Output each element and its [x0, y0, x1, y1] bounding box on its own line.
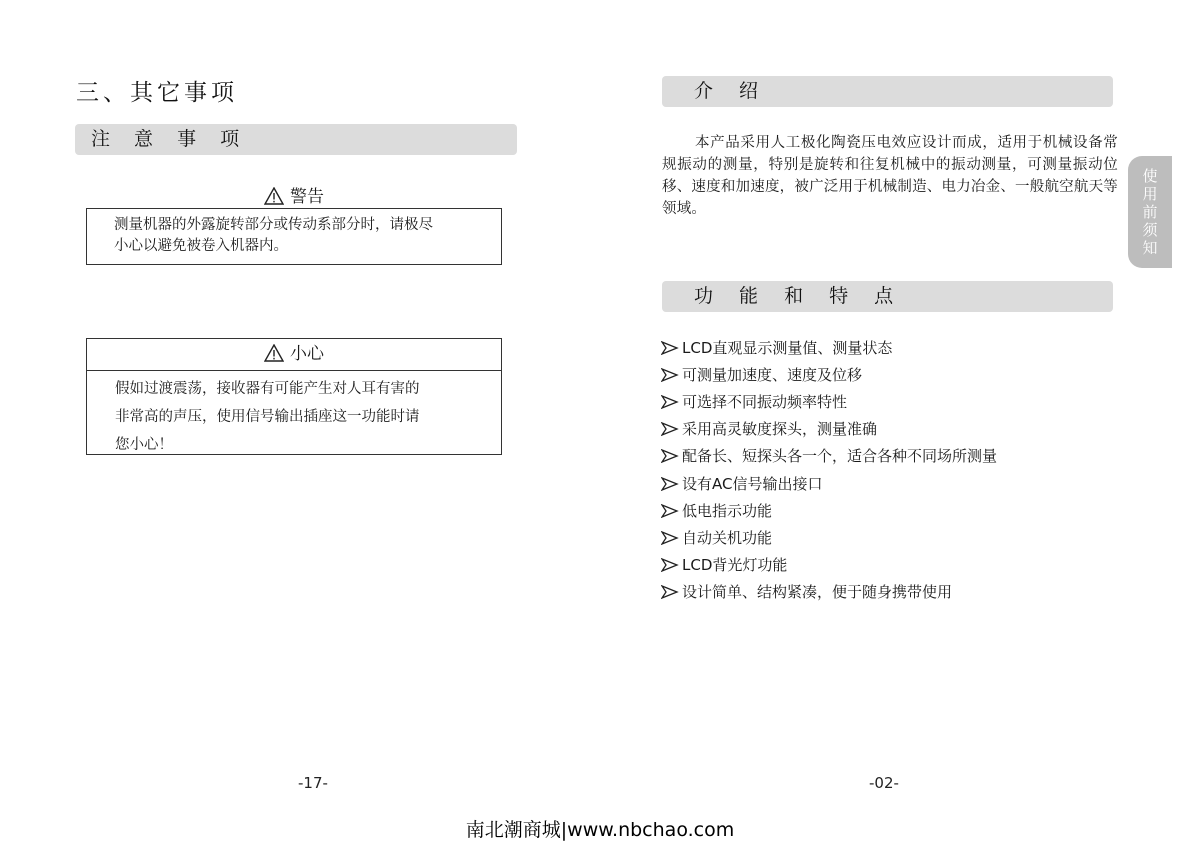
footer-watermark: 南北潮商城|www.nbchao.com [465, 819, 735, 841]
feature-text: 可选择不同振动频率特性 [682, 392, 848, 411]
warning-triangle-icon [264, 342, 284, 373]
features-bar-title: 功 能 和 特 点 [662, 281, 1113, 312]
caution-line: 假如过渡震荡，接收器有可能产生对人耳有害的 [115, 381, 420, 397]
feature-text: LCD直观显示测量值、测量状态 [682, 338, 893, 357]
intro-bar-title: 介 绍 [662, 76, 1113, 107]
list-item [661, 416, 997, 443]
feature-text: 低电指示功能 [682, 501, 773, 520]
caution-title: 小心 [290, 344, 324, 364]
side-tab-char: 须 [1142, 221, 1158, 239]
list-item [661, 579, 997, 606]
warning-line: 小心以避免被卷入机器内。 [114, 238, 288, 254]
arrow-bullet-icon [661, 395, 682, 409]
arrow-bullet-icon [661, 341, 682, 355]
list-item [661, 524, 997, 551]
list-item [661, 552, 997, 579]
arrow-bullet-icon [661, 368, 682, 382]
page-number-left: -17- [298, 774, 328, 792]
arrow-bullet-icon [661, 477, 682, 491]
arrow-bullet-icon [661, 531, 682, 545]
arrow-bullet-icon [661, 585, 682, 599]
intro-paragraph: 本产品采用人工极化陶瓷压电效应设计而成，适用于机械设备常规振动的测量，特别是旋转和往复机械中的振动测量，可测量振动位移、速度和加速度，被广泛用于机械制造、电力冶金、一般航空航天等领域。 [662, 135, 1118, 217]
list-item [661, 497, 997, 524]
list-item [661, 470, 997, 497]
warning-title: 警告 [290, 187, 324, 207]
side-tab-before-use[interactable] [1128, 156, 1172, 268]
warning-box [86, 208, 502, 265]
list-item [661, 334, 997, 361]
list-item [661, 388, 997, 415]
arrow-bullet-icon [661, 504, 682, 518]
caution-heading [87, 339, 501, 371]
side-tab-char: 用 [1142, 185, 1158, 203]
warning-triangle-icon [264, 187, 284, 210]
arrow-bullet-icon [661, 422, 682, 436]
caution-text [87, 371, 501, 459]
warning-line: 测量机器的外露旋转部分或传动系部分时，请极尽 [114, 217, 433, 233]
feature-text: 配备长、短探头各一个，适合各种不同场所测量 [682, 447, 998, 466]
feature-text: 可测量加速度、速度及位移 [682, 365, 863, 384]
list-item [661, 361, 997, 388]
section-title: 三、其它事项 [76, 80, 238, 106]
page-number-right: -02- [869, 774, 899, 792]
side-tab-char: 知 [1142, 239, 1158, 257]
arrow-bullet-icon [661, 558, 682, 572]
feature-text: 设有AC信号输出接口 [682, 474, 823, 493]
notice-bar-title: 注 意 事 项 [75, 124, 517, 155]
side-tab-char: 前 [1142, 203, 1158, 221]
features-list [661, 334, 997, 606]
side-tab-char: 使 [1142, 167, 1158, 185]
warning-heading [86, 182, 502, 210]
feature-text: LCD背光灯功能 [682, 556, 788, 575]
list-item [661, 443, 997, 470]
feature-text: 采用高灵敏度探头，测量准确 [682, 420, 878, 439]
caution-box [86, 338, 502, 455]
feature-text: 设计简单、结构紧凑，便于随身携带使用 [682, 583, 953, 602]
arrow-bullet-icon [661, 449, 682, 463]
caution-line: 您小心！ [115, 437, 173, 453]
feature-text: 自动关机功能 [682, 528, 773, 547]
caution-line: 非常高的声压，使用信号输出插座这一功能时请 [115, 409, 420, 425]
